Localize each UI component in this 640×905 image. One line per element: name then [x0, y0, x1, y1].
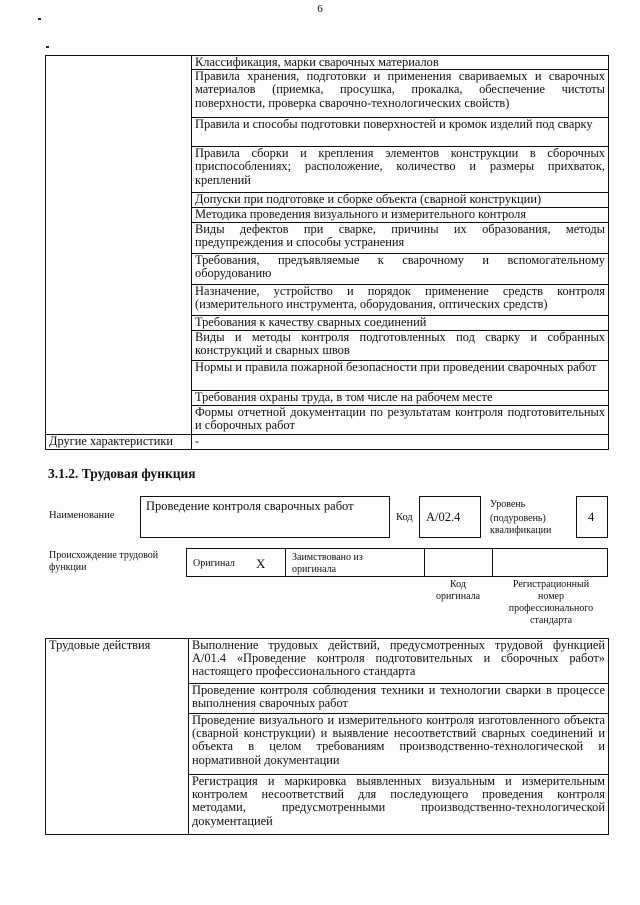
name-value: Проведение контроля сварочных работ [146, 499, 354, 513]
reg-number-label-4: стандарта [529, 615, 573, 626]
origin-box [186, 548, 608, 577]
knowledge-item: Требования охраны труда, в том числе на рабочем месте [192, 391, 609, 406]
name-label: Наименование [49, 510, 115, 521]
reg-number-label-1: Регистрационный [512, 579, 590, 590]
level-label-1: Уровень [490, 499, 526, 510]
borrowed-label-1: Заимствовано из [292, 552, 363, 563]
labor-action-item: Проведение визуального и измерительного контроля изготовленного объекта (сварной конструкции) и выявление несоответствий сварных соединений и объекта в целом требованиям производственно-технологической и нормативной документации [189, 714, 609, 775]
code-original-label-2: оригинала [435, 591, 481, 602]
knowledge-item: Правила сборки и крепления элементов конструкции в сборочных приспособлениях; расположение, количество и размеры прихваток, креплений [192, 147, 609, 193]
level-value: 4 [588, 510, 595, 524]
scan-speck [38, 18, 41, 20]
code-value: A/02.4 [426, 510, 461, 524]
knowledge-item: Требования к качеству сварных соединений [192, 316, 609, 331]
origin-divider [492, 548, 493, 577]
label-cell-empty [46, 56, 192, 435]
original-mark: X [256, 556, 266, 571]
knowledge-item: Методика проведения визуального и измерительного контроля [192, 208, 609, 223]
knowledge-item: Правила и способы подготовки поверхностей и кромок изделий под сварку [192, 118, 609, 147]
origin-label-1: Происхождение трудовой [49, 550, 159, 561]
reg-number-label-2: номер [538, 591, 564, 602]
borrowed-label-2: оригинала [292, 564, 337, 575]
page-number: 6 [317, 3, 323, 15]
knowledge-item: Назначение, устройство и порядок применение средств контроля (измерительного инструмента, оборудования, оптических средств) [192, 285, 609, 316]
knowledge-item: Требования, предъявляемые к сварочному и вспомогательному оборудованию [192, 254, 609, 285]
code-label: Код [396, 512, 413, 523]
knowledge-table [45, 55, 609, 450]
labor-action-item: Регистрация и маркировка выявленных визуальным и измерительным контролем несоответствий для последующего проведения контроля методами, предусмотренными производственно-технологической документацией [189, 775, 609, 835]
origin-divider [424, 548, 425, 577]
other-characteristics-label: Другие характеристики [46, 435, 192, 450]
labor-actions-table [45, 638, 609, 835]
section-heading: 3.1.2. Трудовая функция [48, 466, 196, 481]
knowledge-item: Правила хранения, подготовки и применения свариваемых и сварочных материалов (приемка, просушка, прокалка, обеспечение чистоты поверхности, проверка сварочно-технологических свойств) [192, 70, 609, 118]
reg-number-label-3: профессионального [508, 603, 594, 614]
original-label: Оригинал [193, 558, 235, 569]
labor-action-item: Выполнение трудовых действий, предусмотренных трудовой функцией A/01.4 «Проведение контроля подготовительных и сборочных работ» настоящего профессионального стандарта [189, 639, 609, 684]
level-label-2: (подуровень) [490, 513, 546, 524]
knowledge-item: Допуски при подготовке и сборке объекта (сварной конструкции) [192, 193, 609, 208]
knowledge-item: Виды дефектов при сварке, причины их образования, методы предупреждения и способы устранения [192, 223, 609, 254]
knowledge-item: Формы отчетной документации по результатам контроля подготовительных и сборочных работ [192, 406, 609, 435]
knowledge-item: Нормы и правила пожарной безопасности при проведении сварочных работ [192, 361, 609, 391]
origin-label-2: функции [49, 562, 87, 573]
labor-actions-label: Трудовые действия [46, 639, 189, 835]
other-characteristics-value: - [192, 435, 609, 450]
knowledge-item: Классификация, марки сварочных материалов [192, 56, 609, 70]
scan-speck [46, 46, 49, 48]
knowledge-item: Виды и методы контроля подготовленных под сварку и собранных конструкций и сварных швов [192, 331, 609, 361]
code-original-label-1: Код [450, 579, 466, 590]
labor-action-item: Проведение контроля соблюдения техники и технологии сварки в процессе выполнения сварочных работ [189, 684, 609, 714]
level-label-3: квалификации [490, 525, 552, 536]
origin-divider [285, 548, 286, 577]
